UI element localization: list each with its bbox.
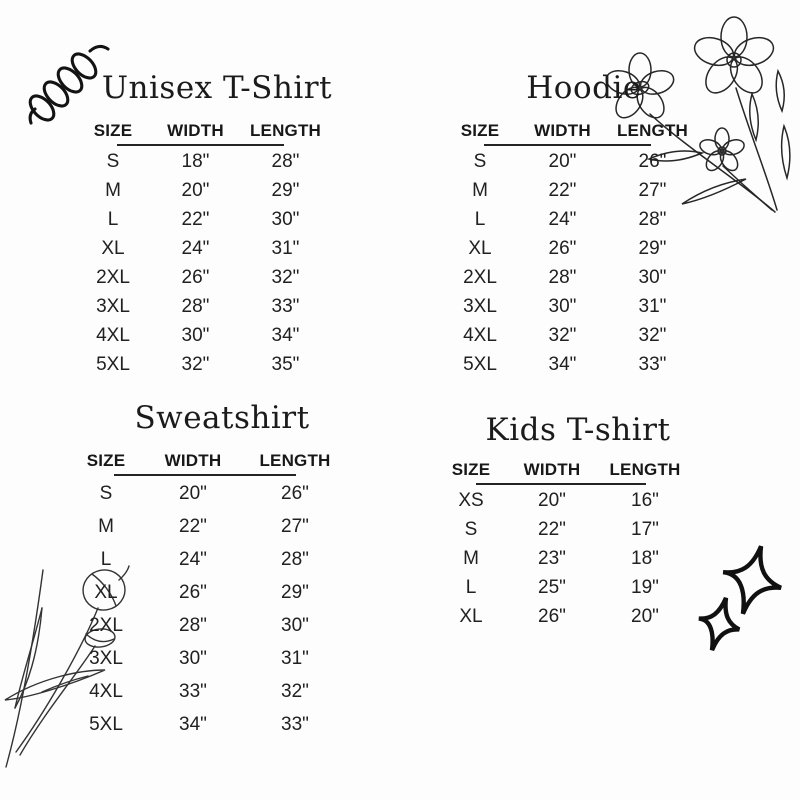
width-cell: 28"	[548, 266, 577, 288]
size-cell: XS	[458, 489, 484, 511]
size-cell: 5XL	[89, 713, 123, 735]
size-cell: S	[473, 150, 487, 172]
table-row	[440, 350, 700, 379]
size-cell: 2XL	[89, 614, 123, 636]
length-cell: 28"	[638, 208, 667, 230]
length-cell: 20"	[631, 605, 659, 627]
table-row	[66, 609, 350, 642]
length-cell: 28"	[271, 150, 300, 172]
table-row	[440, 234, 700, 263]
column-header-width: WIDTH	[534, 121, 591, 140]
length-cell: 30"	[271, 208, 300, 230]
size-cell: L	[100, 548, 112, 570]
size-cell: L	[474, 208, 486, 230]
column-header-size: SIZE	[460, 121, 500, 140]
width-cell: 26"	[179, 581, 207, 603]
length-cell: 34"	[271, 324, 300, 346]
size-cell: S	[106, 150, 120, 172]
table-row	[431, 486, 697, 515]
width-cell: 24"	[179, 548, 207, 570]
size-cell: L	[107, 208, 119, 230]
table-row	[440, 292, 700, 321]
size-cell: S	[464, 518, 478, 540]
table-row	[73, 205, 333, 234]
width-cell: 32"	[181, 353, 210, 375]
size-table	[66, 446, 350, 741]
size-cell: 2XL	[96, 266, 130, 288]
size-cell: 3XL	[96, 295, 130, 317]
length-cell: 33"	[638, 353, 667, 375]
column-header-width: WIDTH	[164, 451, 222, 470]
size-table	[431, 455, 697, 631]
table-row	[431, 515, 697, 544]
size-cell: 4XL	[96, 324, 130, 346]
width-cell: 23"	[538, 547, 566, 569]
size-cell: S	[99, 482, 113, 504]
length-cell: 26"	[281, 482, 309, 504]
column-header-width: WIDTH	[167, 121, 224, 140]
size-cell: 3XL	[89, 647, 123, 669]
table-row	[440, 176, 700, 205]
table-row	[431, 602, 697, 631]
table-row	[66, 642, 350, 675]
table-row	[73, 263, 333, 292]
table-row	[73, 321, 333, 350]
table-row	[66, 576, 350, 609]
length-cell: 28"	[281, 548, 309, 570]
width-cell: 34"	[548, 353, 577, 375]
length-cell: 33"	[271, 295, 300, 317]
width-cell: 33"	[179, 680, 207, 702]
size-cell: M	[105, 179, 121, 201]
width-cell: 25"	[538, 576, 566, 598]
length-cell: 29"	[271, 179, 300, 201]
length-cell: 29"	[281, 581, 309, 603]
table-row	[431, 544, 697, 573]
unisex-tshirt-size-chart	[73, 70, 333, 379]
width-cell: 20"	[538, 489, 566, 511]
table-row	[73, 176, 333, 205]
column-header-size: SIZE	[451, 460, 491, 479]
table-row	[66, 477, 350, 510]
length-cell: 27"	[281, 515, 309, 537]
width-cell: 26"	[538, 605, 566, 627]
chart-title: Sweatshirt	[134, 400, 310, 436]
column-header-length: LENGTH	[259, 451, 331, 470]
length-cell: 29"	[638, 237, 667, 259]
length-cell: 32"	[281, 680, 309, 702]
width-cell: 22"	[181, 208, 210, 230]
width-cell: 34"	[179, 713, 207, 735]
size-cell: XL	[468, 237, 492, 259]
width-cell: 26"	[181, 266, 210, 288]
sparkles-doodle-icon	[694, 540, 786, 652]
table-row	[73, 292, 333, 321]
width-cell: 30"	[179, 647, 207, 669]
width-cell: 28"	[181, 295, 210, 317]
size-cell: 4XL	[89, 680, 123, 702]
table-row	[66, 708, 350, 741]
width-cell: 18"	[181, 150, 210, 172]
size-cell: XL	[101, 237, 125, 259]
size-cell: XL	[94, 581, 118, 603]
length-cell: 33"	[281, 713, 309, 735]
chart-title: Kids T-shirt	[485, 412, 671, 448]
size-cell: 2XL	[463, 266, 497, 288]
length-cell: 17"	[631, 518, 659, 540]
size-cell: M	[472, 179, 488, 201]
size-cell: XL	[459, 605, 483, 627]
sweatshirt-size-chart	[66, 400, 350, 741]
length-cell: 31"	[281, 647, 309, 669]
length-cell: 27"	[638, 179, 667, 201]
width-cell: 22"	[548, 179, 577, 201]
size-cell: 5XL	[463, 353, 497, 375]
size-cell: 3XL	[463, 295, 497, 317]
column-header-length: LENGTH	[609, 460, 681, 479]
length-cell: 30"	[638, 266, 667, 288]
column-header-size: SIZE	[93, 121, 133, 140]
width-cell: 30"	[548, 295, 577, 317]
column-header-length: LENGTH	[249, 121, 322, 140]
length-cell: 32"	[271, 266, 300, 288]
size-cell: 4XL	[463, 324, 497, 346]
table-row	[440, 147, 700, 176]
column-header-length: LENGTH	[616, 121, 689, 140]
size-cell: L	[465, 576, 477, 598]
width-cell: 30"	[181, 324, 210, 346]
table-row	[73, 234, 333, 263]
size-cell: 5XL	[96, 353, 130, 375]
length-cell: 31"	[638, 295, 667, 317]
width-cell: 22"	[538, 518, 566, 540]
width-cell: 24"	[548, 208, 577, 230]
size-cell: M	[463, 547, 479, 569]
width-cell: 20"	[181, 179, 210, 201]
width-cell: 20"	[179, 482, 207, 504]
hoodie-size-chart	[440, 70, 700, 379]
table-row	[440, 205, 700, 234]
length-cell: 31"	[271, 237, 300, 259]
kids-tshirt-size-chart	[431, 412, 697, 631]
chart-title: Unisex T-Shirt	[101, 70, 333, 106]
length-cell: 18"	[631, 547, 659, 569]
length-cell: 35"	[271, 353, 300, 375]
width-cell: 28"	[179, 614, 207, 636]
width-cell: 26"	[548, 237, 577, 259]
size-table	[73, 116, 333, 379]
width-cell: 32"	[548, 324, 577, 346]
column-header-width: WIDTH	[523, 460, 581, 479]
width-cell: 22"	[179, 515, 207, 537]
chart-title: Hoodie	[526, 70, 642, 106]
table-row	[66, 510, 350, 543]
table-row	[73, 147, 333, 176]
table-row	[440, 321, 700, 350]
table-row	[440, 263, 700, 292]
width-cell: 20"	[548, 150, 577, 172]
size-table	[440, 116, 700, 379]
length-cell: 32"	[638, 324, 667, 346]
width-cell: 24"	[181, 237, 210, 259]
length-cell: 16"	[631, 489, 659, 511]
column-header-size: SIZE	[86, 451, 126, 470]
length-cell: 19"	[631, 576, 659, 598]
table-row	[431, 573, 697, 602]
table-row	[73, 350, 333, 379]
table-row	[66, 675, 350, 708]
table-row	[66, 543, 350, 576]
size-cell: M	[98, 515, 114, 537]
length-cell: 26"	[638, 150, 667, 172]
length-cell: 30"	[281, 614, 309, 636]
